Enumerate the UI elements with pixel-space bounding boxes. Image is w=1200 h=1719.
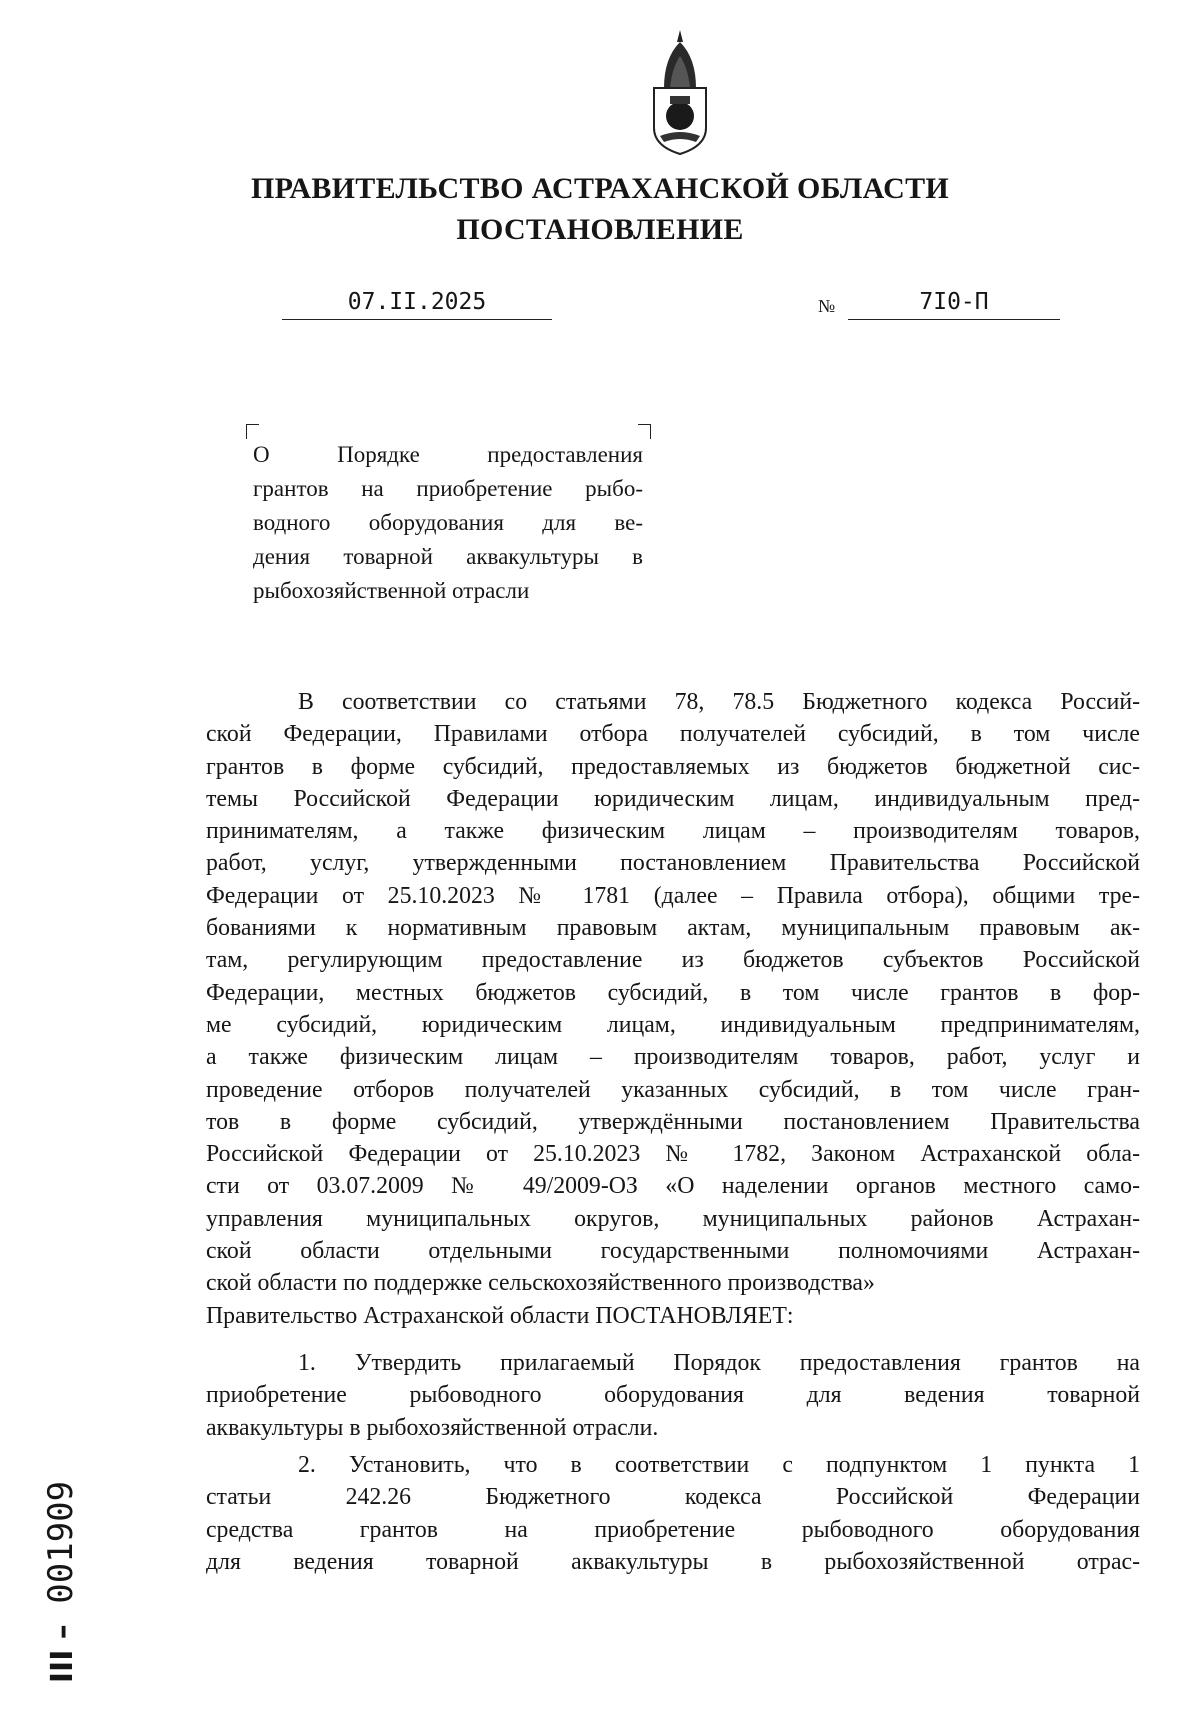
document-type-title: ПОСТАНОВЛЕНИЕ bbox=[456, 213, 744, 246]
text-line: 1. Утвердить прилагаемый Порядок предоставления грантов на bbox=[298, 1350, 1140, 1376]
text-line: бованиями к нормативным правовым актам, муниципальным правовым ак- bbox=[206, 915, 1140, 942]
text-line: ской области отдельными государственными полномочиями Астрахан- bbox=[206, 1238, 1140, 1265]
clause-2-paragraph bbox=[206, 1449, 1140, 1578]
text-line: грантов в форме субсидий, предоставляемых из бюджетов бюджетной сис- bbox=[206, 753, 1140, 780]
subject-bracket-left bbox=[246, 424, 259, 439]
text-line: управления муниципальных округов, муниципальных районов Астрахан- bbox=[206, 1205, 1140, 1232]
text-line: Федерации, местных бюджетов субсидий, в том числе грантов в фор- bbox=[206, 979, 1140, 1006]
text-line: Правительство Астраханской области ПОСТАНОВЛЯЕТ: bbox=[206, 1302, 794, 1329]
text-line: принимателям, а также физическим лицам – производителям товаров, bbox=[206, 818, 1140, 845]
text-line: средства грантов на приобретение рыбоводного оборудования bbox=[206, 1516, 1140, 1543]
preamble-paragraph bbox=[206, 686, 1140, 1332]
text-line: сти от 03.07.2009 № 49/2009-ОЗ «О наделении органов местного само- bbox=[206, 1173, 1140, 1200]
text-line: тов в форме субсидий, утверждёнными постановлением Правительства bbox=[206, 1108, 1140, 1135]
stamp-number: 001909 bbox=[41, 1480, 81, 1604]
text-line: ской области по поддержке сельскохозяйственного производства» bbox=[206, 1270, 875, 1297]
text-line: ме субсидий, юридическим лицам, индивидуальным предпринимателям, bbox=[206, 1011, 1140, 1038]
registration-stamp bbox=[26, 1452, 96, 1712]
text-line: аквакультуры в рыбохозяйственной отрасли. bbox=[206, 1414, 659, 1441]
text-line: там, регулирующим предоставление из бюджетов субъектов Российской bbox=[206, 947, 1140, 974]
text-line: для ведения товарной аквакультуры в рыбохозяйственной отрас- bbox=[206, 1548, 1140, 1575]
document-subject bbox=[253, 438, 643, 608]
stamp-prefix: ІІІ – bbox=[45, 1624, 80, 1684]
number-sign: № bbox=[818, 296, 836, 316]
text-line: В соответствии со статьями 78, 78.5 Бюджетного кодекса Россий- bbox=[298, 689, 1140, 715]
subject-line: грантов на приобретение рыбо- bbox=[253, 476, 643, 501]
text-line: а также физическим лицам – производителям товаров, работ, услуг и bbox=[206, 1044, 1140, 1071]
text-line: статьи 242.26 Бюджетного кодекса Российской Федерации bbox=[206, 1484, 1140, 1511]
text-line: Российской Федерации от 25.10.2023 № 1782, Законом Астраханской обла- bbox=[206, 1141, 1140, 1168]
subject-line: водного оборудования для ве- bbox=[253, 510, 643, 535]
coat-of-arms-icon bbox=[640, 28, 720, 163]
subject-bracket-right bbox=[638, 424, 651, 439]
text-line: ской Федерации, Правилами отбора получателей субсидий, в том числе bbox=[206, 721, 1140, 748]
text-line: проведение отборов получателей указанных субсидий, в том числе гран- bbox=[206, 1076, 1140, 1103]
subject-line: О Порядке предоставления bbox=[253, 442, 643, 467]
organization-title: ПРАВИТЕЛЬСТВО АСТРАХАНСКОЙ ОБЛАСТИ bbox=[250, 172, 950, 205]
text-line: Федерации от 25.10.2023 № 1781 (далее – Правила отбора), общими тре- bbox=[206, 882, 1140, 909]
text-line: 2. Установить, что в соответствии с подпунктом 1 пункта 1 bbox=[298, 1452, 1140, 1478]
text-line: работ, услуг, утвержденными постановлением Правительства Российской bbox=[206, 850, 1140, 877]
document-number: 7I0-П bbox=[848, 287, 1060, 320]
clause-1-paragraph bbox=[206, 1347, 1140, 1444]
subject-line: рыбохозяйственной отрасли bbox=[253, 578, 530, 603]
text-line: приобретение рыбоводного оборудования для ведения товарной bbox=[206, 1382, 1140, 1409]
document-date: 07.II.2025 bbox=[282, 287, 552, 320]
subject-line: дения товарной аквакультуры в bbox=[253, 544, 643, 569]
text-line: темы Российской Федерации юридическим лицам, индивидуальным пред- bbox=[206, 785, 1140, 812]
stamp-text bbox=[41, 1481, 81, 1683]
